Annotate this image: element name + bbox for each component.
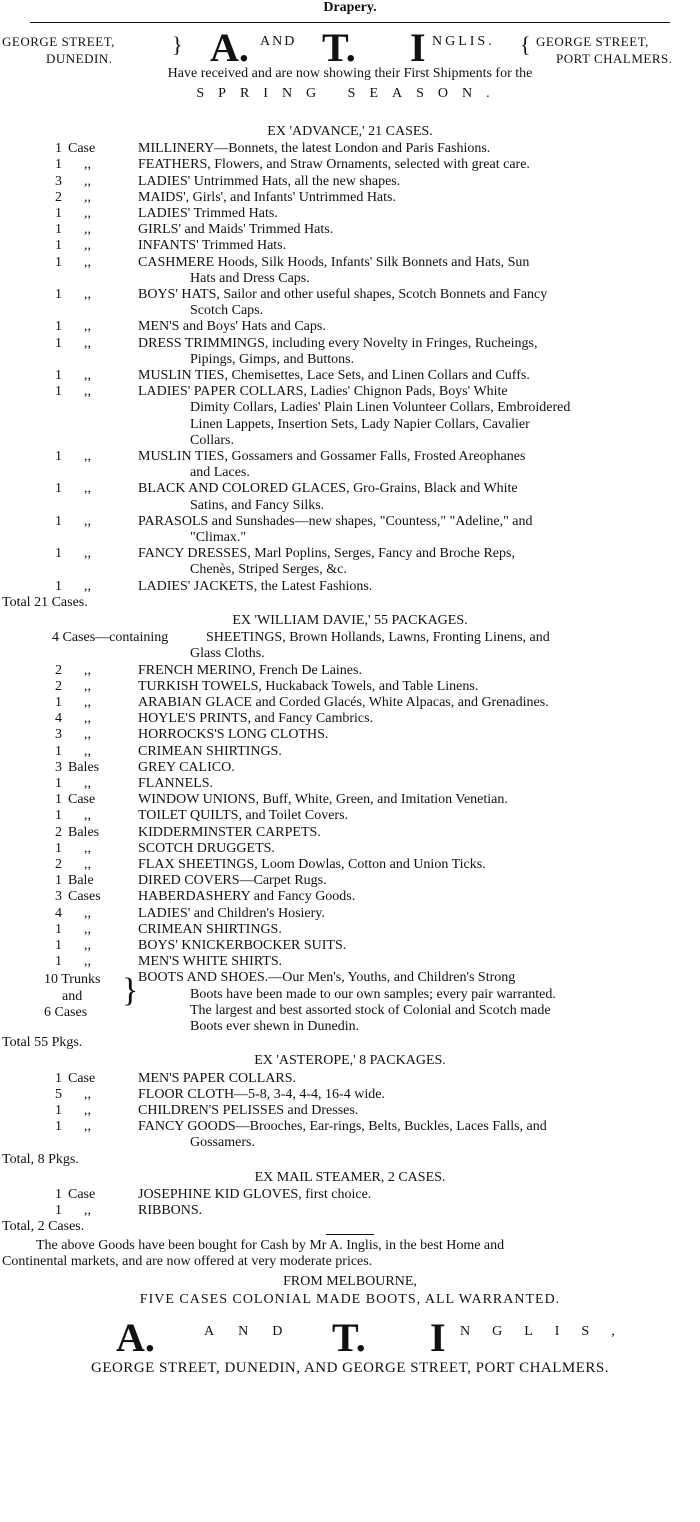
section-total: Total 55 Pkgs. [2,1035,83,1051]
item-description: BLACK AND COLORED GLACES, Gro-Grains, Black and White [138,481,518,497]
footer-address: GEORGE STREET, DUNEDIN, AND GEORGE STREET, PORT CHALMERS. [90,1360,609,1377]
item-qty-number: 1 [55,449,62,464]
item-description: Gossamers. [190,1135,255,1151]
item-qty-unit: ,, [84,189,91,205]
item-qty-unit: ,, [84,954,91,970]
footer-firm-t: T. [332,1315,366,1361]
firm-nglis: NGLIS. [432,34,495,49]
item-description: FLANNELS. [138,776,214,791]
header-rule [30,22,670,23]
item-qty-unit: ,, [84,808,91,824]
item-qty-number: 1 [55,695,62,710]
section-total: Total 21 Cases. [2,594,88,610]
item-qty-number: 1 [55,206,62,221]
item-qty-unit: Cases [68,889,101,905]
item-qty-number: 1 [55,808,62,824]
item-description: MAIDS', Girls', and Infants' Untrimmed Hats. [138,189,396,205]
item-description: LADIES' Untrimmed Hats, all the new shapes. [138,173,401,189]
item-qty-number: 2 [55,662,62,678]
item-qty-number: 1 [55,840,62,856]
item-qty-unit: ,, [84,578,91,594]
firm-initial-i: I [410,25,426,70]
footer-note-line1: The above Goods have been bought for Cash by Mr A. Inglis, in the best Home and [36,1237,505,1253]
item-qty-unit: ,, [84,711,91,727]
item-qty-number: 1 [55,938,62,953]
boots-brace: } [122,972,139,1010]
item-description: FANCY DRESSES, Marl Poplins, Serges, Fancy and Broche Reps, [138,546,515,562]
section-heading: EX MAIL STEAMER, 2 CASES. [254,1169,446,1185]
item-description: MEN'S PAPER COLLARS. [138,1070,296,1086]
item-qty-number: 1 [55,335,62,351]
item-qty-unit: ,, [84,546,91,562]
item-description: FLOOR CLOTH—5-8, 3-4, 4-4, 16-4 wide. [138,1086,385,1102]
item-description: CRIMEAN SHIRTINGS. [138,921,282,937]
item-qty-unit: ,, [84,384,91,400]
item-description: MEN'S WHITE SHIRTS. [138,954,283,970]
item-qty-unit: ,, [84,695,91,710]
item-description: INFANTS' Trimmed Hats. [138,238,287,254]
item-qty: 4 Cases—containing [52,630,169,646]
footer-firm-a: A. [116,1315,155,1361]
item-qty-unit: ,, [84,743,91,759]
item-description: Linen Lappets, Insertion Sets, Lady Napier Collars, Cavalier [190,416,530,432]
item-description: Pipings, Gimps, and Buttons. [190,351,355,367]
firm-and: AND [260,34,297,49]
left-brace: } [172,32,183,57]
item-description: SCOTCH DRUGGETS. [138,840,275,856]
item-description: Chenès, Striped Serges, &c. [190,562,347,578]
item-description: Scotch Caps. [190,303,264,319]
item-qty-number: 1 [55,254,62,270]
item-qty-unit: Case [68,792,96,808]
item-qty-unit: ,, [84,1086,91,1102]
item-qty-number: 4 [55,905,62,921]
left-address-line2: DUNEDIN. [46,51,113,66]
item-qty-unit: ,, [84,173,91,189]
section-total: Total, 8 Pkgs. [2,1151,79,1167]
item-qty-number: 1 [55,141,62,157]
item-qty-number: 1 [55,921,62,937]
item-qty-number: 1 [55,1070,62,1086]
item-qty-number: 1 [55,954,62,970]
item-qty-number: 2 [55,857,62,872]
item-qty-number: 2 [55,189,62,205]
item-qty-number: 1 [55,481,62,497]
footer-from: FROM MELBOURNE, [283,1274,417,1289]
item-description: HORROCKS'S LONG CLOTHS. [138,727,329,743]
item-qty-number: 2 [55,824,62,840]
item-qty-unit: ,, [84,368,91,383]
item-description: DRESS TRIMMINGS, including every Novelty in Fringes, Rucheings, [138,335,538,351]
item-description: JOSEPHINE KID GLOVES, first choice. [138,1187,372,1202]
item-description: SHEETINGS, Brown Hollands, Lawns, Fronting Linens, and [206,630,550,646]
item-description: GREY CALICO. [138,759,235,775]
item-qty-unit: ,, [84,678,91,694]
item-description: FLAX SHEETINGS, Loom Dowlas, Cotton and Union Ticks. [138,857,486,872]
item-description: "Climax." [190,530,247,545]
item-qty-number: 1 [55,1187,62,1202]
item-qty-unit: Bales [68,824,100,840]
item-qty-unit: ,, [84,662,91,678]
item-qty-number: 1 [55,792,62,808]
item-qty-number: 3 [55,727,62,743]
item-qty-number: 3 [55,173,62,189]
item-qty-number: 1 [55,873,62,889]
item-qty-number: 3 [55,889,62,905]
item-description: CHILDREN'S PELISSES and Dresses. [138,1103,359,1118]
firm-initial-t: T. [322,25,356,70]
item-qty-unit: ,, [84,857,91,872]
item-qty-number: 1 [55,546,62,562]
boots-description: BOOTS AND SHOES.—Our Men's, Youths, and Children's Strong [138,970,516,986]
item-description: KIDDERMINSTER CARPETS. [138,824,321,840]
item-qty-unit: ,, [84,921,91,937]
item-description: FEATHERS, Flowers, and Straw Ornaments, selected with great care. [138,157,530,173]
item-qty-number: 5 [55,1086,62,1102]
item-qty-number: 1 [55,1119,62,1135]
item-description: MILLINERY—Bonnets, the latest London and Paris Fashions. [138,141,491,157]
left-address-line1: GEORGE STREET, [2,34,115,49]
item-qty-number: 1 [55,1103,62,1118]
item-description: PARASOLS and Sunshades—new shapes, "Countess," "Adeline," and [138,513,533,529]
item-qty-unit: Case [68,1187,96,1202]
item-qty-number: 1 [55,384,62,400]
item-description: Glass Cloths. [190,646,265,662]
item-qty-number: 1 [55,513,62,529]
item-description: FRENCH MERINO, French De Laines. [138,662,362,678]
item-description: MUSLIN TIES, Gossamers and Gossamer Falls, Frosted Areophanes [138,449,526,464]
section-total: Total, 2 Cases. [2,1219,85,1235]
boots-description: Boots have been made to our own samples; every pair warranted. [190,986,556,1002]
item-description: WINDOW UNIONS, Buff, White, Green, and Imitation Venetian. [138,792,508,808]
item-qty-unit: ,, [84,222,91,238]
item-qty-number: 2 [55,678,62,694]
item-qty-unit: ,, [84,1103,91,1118]
item-qty-unit: ,, [84,206,91,221]
item-description: Dimity Collars, Ladies' Plain Linen Volunteer Collars, Embroidered [190,400,571,416]
item-qty-unit: ,, [84,1119,91,1135]
boots-qty: and [62,988,83,1004]
item-description: LADIES' and Children's Hosiery. [138,905,325,921]
boots-description: The largest and best assorted stock of Colonial and Scotch made [190,1002,551,1018]
item-qty-number: 4 [55,711,62,727]
item-qty-number: 1 [55,157,62,173]
boots-qty: 10 Trunks [44,972,101,988]
item-description: MUSLIN TIES, Chemisettes, Lace Sets, and Linen Collars and Cuffs. [138,368,530,383]
item-description: RIBBONS. [138,1203,203,1219]
footer-firm-i: I [430,1315,446,1361]
item-qty-number: 1 [55,743,62,759]
item-qty-number: 1 [55,368,62,383]
boots-description: Boots ever shewn in Dunedin. [190,1019,360,1034]
item-description: CRIMEAN SHIRTINGS. [138,743,282,759]
item-description: HOYLE'S PRINTS, and Fancy Cambrics. [138,711,374,727]
item-description: GIRLS' and Maids' Trimmed Hats. [138,222,334,238]
item-qty-unit: Bales [68,759,100,775]
item-qty-unit: ,, [84,335,91,351]
item-qty-number: 1 [55,287,62,302]
item-description: DIRED COVERS—Carpet Rugs. [138,873,327,889]
section-heading: EX 'ADVANCE,' 21 CASES. [267,124,433,139]
item-qty-unit: ,, [84,449,91,464]
item-qty-unit: ,, [84,287,91,302]
item-description: Hats and Dress Caps. [190,270,310,286]
section-title: Drapery. [323,0,377,15]
item-qty-unit: ,, [84,938,91,953]
footer-boots: FIVE CASES COLONIAL MADE BOOTS, ALL WARRANTED. [139,1292,561,1308]
intro-text: Have received and are now showing their First Shipments for the [167,66,533,81]
firm-initial-a: A. [210,25,249,70]
item-qty-number: 1 [55,578,62,594]
item-description: ARABIAN GLACE and Corded Glacés, White Alpacas, and Grenadines. [138,695,549,710]
item-qty-unit: ,, [84,238,91,254]
item-description: BOYS' KNICKERBOCKER SUITS. [138,938,347,953]
item-description: BOYS' HATS, Sailor and other useful shapes, Scotch Bonnets and Fancy [138,287,548,302]
footer-firm-nglis: NGLIS, [460,1324,637,1340]
item-description: LADIES' JACKETS, the Latest Fashions. [138,578,373,594]
item-qty-unit: ,, [84,1203,91,1219]
item-description: CASHMERE Hoods, Silk Hoods, Infants' Silk Bonnets and Hats, Sun [138,254,530,270]
item-description: Satins, and Fancy Silks. [190,497,325,513]
section-heading: EX 'WILLIAM DAVIE,' 55 PACKAGES. [232,613,468,628]
boots-qty: 6 Cases [44,1004,88,1020]
item-description: Collars. [190,432,234,448]
right-address-line1: GEORGE STREET, [536,34,649,49]
section-heading: EX 'ASTEROPE,' 8 PACKAGES. [254,1053,446,1069]
item-qty-unit: Case [68,1070,96,1086]
item-description: LADIES' Trimmed Hats. [138,206,278,221]
season-text: SPRING SEASON. [196,86,504,101]
item-qty-unit: ,, [84,727,91,743]
item-qty-number: 1 [55,1203,62,1219]
item-qty-unit: Bale [68,873,94,889]
item-qty-unit: ,, [84,513,91,529]
item-description: FANCY GOODS—Brooches, Ear-rings, Belts, Buckles, Laces Falls, and [138,1119,547,1135]
item-qty-unit: ,, [84,254,91,270]
item-qty-unit: ,, [84,905,91,921]
item-description: LADIES' PAPER COLLARS, Ladies' Chignon Pads, Boys' White [138,384,508,400]
footer-rule [326,1234,374,1235]
footer-note-line2: Continental markets, and are now offered at very moderate prices. [2,1253,373,1269]
item-qty-number: 1 [55,776,62,791]
item-qty-unit: ,, [84,840,91,856]
item-qty-unit: ,, [84,319,91,335]
item-qty-unit: ,, [84,481,91,497]
item-qty-number: 3 [55,759,62,775]
item-description: MEN'S and Boys' Hats and Caps. [138,319,326,335]
item-description: HABERDASHERY and Fancy Goods. [138,889,356,905]
item-description: TOILET QUILTS, and Toilet Covers. [138,808,349,824]
item-description: TURKISH TOWELS, Huckaback Towels, and Table Linens. [138,678,479,694]
item-qty-number: 1 [55,238,62,254]
right-address-line2: PORT CHALMERS. [556,51,673,66]
item-qty-number: 1 [55,222,62,238]
item-description: and Laces. [190,465,250,481]
item-qty-unit: ,, [84,157,91,173]
footer-firm-and: AND [204,1324,307,1340]
item-qty-unit: ,, [84,776,91,791]
item-qty-unit: Case [68,141,96,157]
item-qty-number: 1 [55,319,62,335]
right-brace: { [520,32,531,57]
